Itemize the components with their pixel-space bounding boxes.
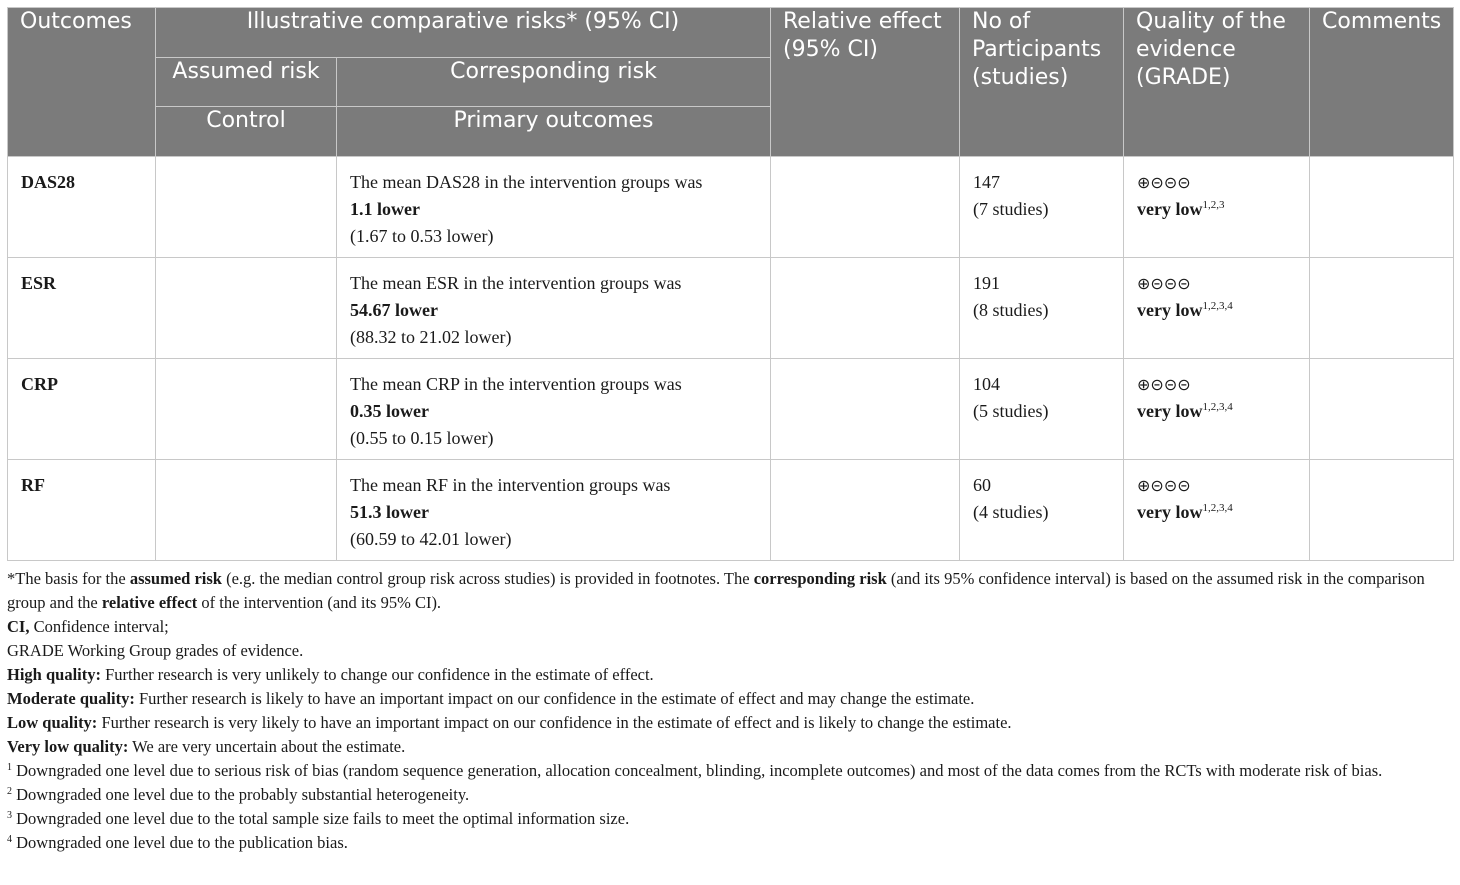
quality-cell bbox=[1124, 359, 1310, 460]
participants-cell bbox=[960, 359, 1124, 460]
participants-cell bbox=[960, 157, 1124, 258]
assumed-risk-cell bbox=[156, 258, 337, 359]
table-row bbox=[8, 359, 1454, 460]
assumed-risk-cell bbox=[156, 157, 337, 258]
table-row bbox=[8, 258, 1454, 359]
assumed-risk-cell bbox=[156, 460, 337, 561]
table-row bbox=[8, 157, 1454, 258]
studies-count: (5 studies) bbox=[973, 401, 1049, 421]
corresponding-risk-text: The mean DAS28 in the intervention groups was bbox=[350, 172, 703, 192]
table-header bbox=[8, 8, 1454, 157]
outcome-cell: RF bbox=[8, 460, 156, 561]
participants-count: 191 bbox=[973, 273, 1000, 293]
header-illustrative-risks: Illustrative comparative risks* (95% CI) bbox=[156, 8, 771, 58]
corresponding-risk-value: 54.67 lower bbox=[350, 300, 438, 320]
corresponding-risk-value: 51.3 lower bbox=[350, 502, 429, 522]
quality-cell bbox=[1124, 258, 1310, 359]
comments-cell bbox=[1310, 157, 1454, 258]
participants-count: 104 bbox=[973, 374, 1000, 394]
corresponding-risk-ci: (60.59 to 42.01 lower) bbox=[350, 529, 512, 549]
header-quality: Quality of the evidence (GRADE) bbox=[1124, 8, 1310, 157]
grade-symbols-icon: ⊕⊝⊝⊝ bbox=[1137, 274, 1191, 293]
corresponding-risk-text: The mean ESR in the intervention groups was bbox=[350, 273, 682, 293]
footnote-grade: GRADE Working Group grades of evidence. bbox=[7, 641, 304, 660]
header-primary-outcomes: Primary outcomes bbox=[337, 107, 771, 157]
participants-cell bbox=[960, 258, 1124, 359]
footnote-2: $^2$ Downgraded one level due to the probably substantial heterogeneity. bbox=[7, 785, 470, 804]
footnote-ci: CI, Confidence interval; bbox=[7, 617, 169, 636]
corresponding-risk-text: The mean CRP in the intervention groups was bbox=[350, 374, 682, 394]
footnote-1: $^1$ Downgraded one level due to serious risk of bias (random sequence generation, allocation concealment, blinding, incomplete outcomes) and most of the data comes from the RCTs with moderate risk of bias. bbox=[7, 761, 1383, 780]
quality-label: very low bbox=[1137, 199, 1203, 219]
quality-footnote-refs: 1,2,3 bbox=[1202, 199, 1225, 211]
header-assumed-risk: Assumed risk bbox=[156, 58, 337, 107]
table-row bbox=[8, 460, 1454, 561]
footnote-basis: *The basis for the assumed risk (e.g. the median control group risk across studies) is provided in footnotes. The corresponding risk (and its 95% confidence interval) is based on the assumed risk in the comparison group and the relative effect of the intervention (and its 95% CI). bbox=[7, 569, 1425, 612]
quality-label: very low bbox=[1137, 502, 1203, 522]
assumed-risk-cell bbox=[156, 359, 337, 460]
grade-symbols-icon: ⊕⊝⊝⊝ bbox=[1137, 173, 1191, 192]
header-corresponding-risk: Corresponding risk bbox=[337, 58, 771, 107]
quality-cell bbox=[1124, 157, 1310, 258]
relative-effect-cell bbox=[771, 157, 960, 258]
participants-cell bbox=[960, 460, 1124, 561]
header-comments: Comments bbox=[1310, 8, 1454, 157]
corresponding-risk-cell bbox=[337, 460, 771, 561]
relative-effect-cell bbox=[771, 460, 960, 561]
footnote-moderate-quality: Moderate quality: Further research is likely to have an important impact on our confidence in the estimate of effect and may change the estimate. bbox=[7, 689, 975, 708]
grade-symbols-icon: ⊕⊝⊝⊝ bbox=[1137, 375, 1191, 394]
studies-count: (8 studies) bbox=[973, 300, 1049, 320]
header-relative-effect: Relative effect (95% CI) bbox=[771, 8, 960, 157]
header-outcomes: Outcomes bbox=[8, 8, 156, 157]
participants-count: 60 bbox=[973, 475, 991, 495]
outcome-cell: ESR bbox=[8, 258, 156, 359]
corresponding-risk-cell bbox=[337, 157, 771, 258]
corresponding-risk-cell bbox=[337, 359, 771, 460]
footnote-high-quality: High quality: Further research is very unlikely to change our confidence in the estimate of effect. bbox=[7, 665, 654, 684]
grade-symbols-icon: ⊕⊝⊝⊝ bbox=[1137, 476, 1191, 495]
corresponding-risk-text: The mean RF in the intervention groups was bbox=[350, 475, 671, 495]
corresponding-risk-ci: (0.55 to 0.15 lower) bbox=[350, 428, 494, 448]
quality-cell bbox=[1124, 460, 1310, 561]
quality-footnote-refs: 1,2,3,4 bbox=[1202, 401, 1233, 413]
quality-footnote-refs: 1,2,3,4 bbox=[1202, 502, 1233, 514]
relative-effect-cell bbox=[771, 258, 960, 359]
footnote-low-quality: Low quality: Further research is very likely to have an important impact on our confidence in the estimate of effect and is likely to change the estimate. bbox=[7, 713, 1012, 732]
quality-footnote-refs: 1,2,3,4 bbox=[1202, 300, 1233, 312]
corresponding-risk-cell bbox=[337, 258, 771, 359]
summary-of-findings-table bbox=[7, 7, 1454, 561]
footnote-3: $^3$ Downgraded one level due to the total sample size fails to meet the optimal information size. bbox=[7, 809, 630, 828]
summary-of-findings-table-container bbox=[7, 7, 1453, 561]
header-control: Control bbox=[156, 107, 337, 157]
table-body bbox=[8, 157, 1454, 561]
corresponding-risk-value: 1.1 lower bbox=[350, 199, 420, 219]
corresponding-risk-ci: (1.67 to 0.53 lower) bbox=[350, 226, 494, 246]
corresponding-risk-ci: (88.32 to 21.02 lower) bbox=[350, 327, 512, 347]
footnote-4: $^4$ Downgraded one level due to the publication bias. bbox=[7, 833, 348, 852]
quality-label: very low bbox=[1137, 300, 1203, 320]
participants-count: 147 bbox=[973, 172, 1000, 192]
corresponding-risk-value: 0.35 lower bbox=[350, 401, 429, 421]
table-footnotes bbox=[7, 567, 1457, 855]
header-participants: No of Participants (studies) bbox=[960, 8, 1124, 157]
outcome-cell: CRP bbox=[8, 359, 156, 460]
quality-label: very low bbox=[1137, 401, 1203, 421]
comments-cell bbox=[1310, 460, 1454, 561]
studies-count: (4 studies) bbox=[973, 502, 1049, 522]
studies-count: (7 studies) bbox=[973, 199, 1049, 219]
comments-cell bbox=[1310, 359, 1454, 460]
comments-cell bbox=[1310, 258, 1454, 359]
footnote-very-low-quality: Very low quality: We are very uncertain about the estimate. bbox=[7, 737, 406, 756]
outcome-cell: DAS28 bbox=[8, 157, 156, 258]
relative-effect-cell bbox=[771, 359, 960, 460]
